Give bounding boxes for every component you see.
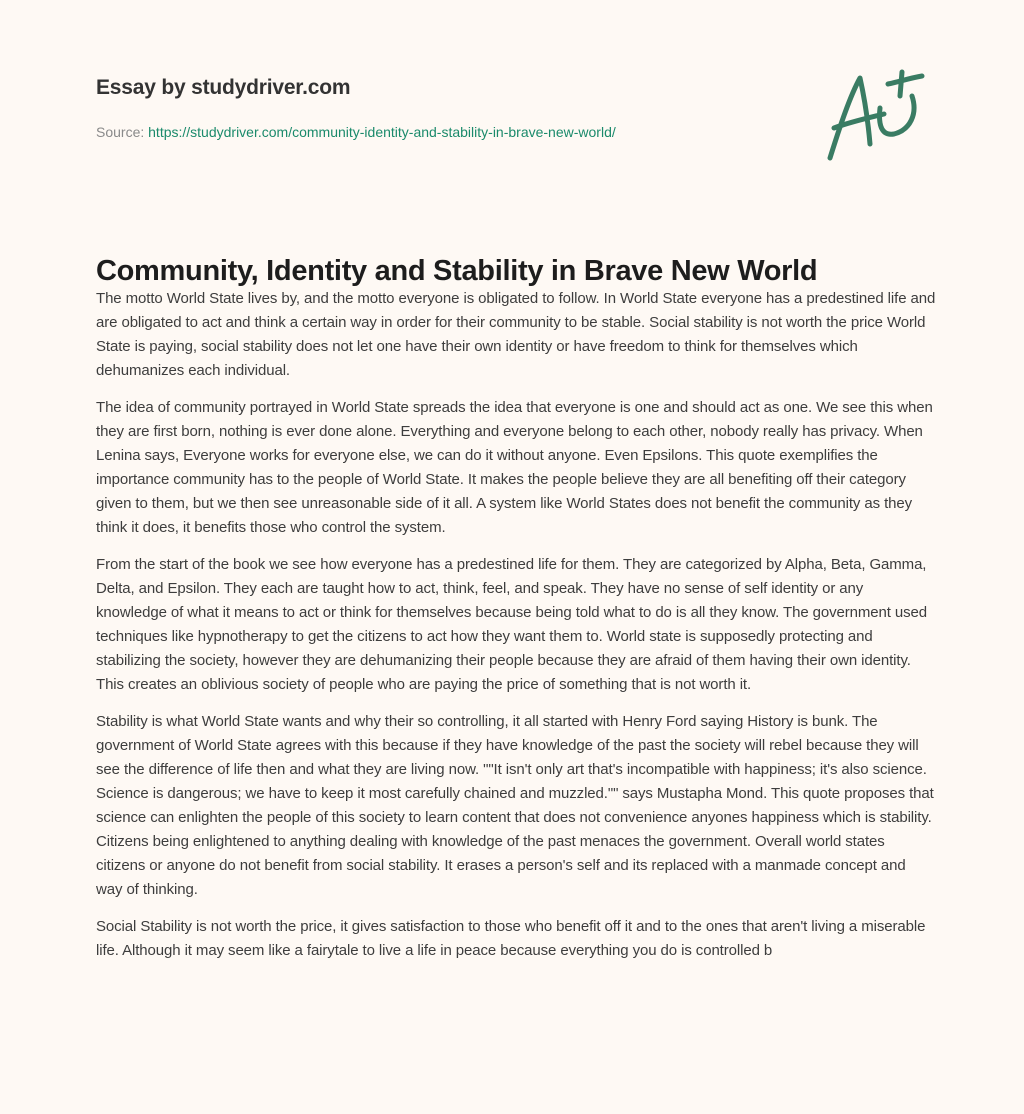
source-link[interactable]: https://studydriver.com/community-identity-and-stability-in-brave-new-world/: [148, 124, 616, 140]
site-title: Essay by studydriver.com: [96, 76, 351, 99]
paragraph: The idea of community portrayed in World State spreads the idea that everyone is one and should act as one. We see this when they are first born, nothing is ever done alone. Everything and everyone belong to each other, nobody really has privacy. When Lenina says, Everyone works for everyone else, we can do it without anyone. Even Epsilons. This quote exemplifies the importance community has to the people of World State. It makes the people believe they are all benefiting off their category given to them, but we then see unreasonable side of it all. A system like World States does not benefit the community as they think it does, it benefits those who control the system.: [96, 399, 933, 536]
a-plus-logo: [818, 66, 928, 166]
paragraph: The motto World State lives by, and the motto everyone is obligated to follow. In World State everyone has a predestined life and are obligated to act and think a certain way in order for their community to be stable. Social stability is not worth the price World State is paying, social stability does not let one have their own identity or have freedom to think for themselves which dehumanizes each individual.: [96, 290, 936, 379]
source-line: [96, 124, 616, 140]
source-label: Source:: [96, 124, 145, 140]
paragraph: From the start of the book we see how everyone has a predestined life for them. They are categorized by Alpha, Beta, Gamma, Delta, and Epsilon. They each are taught how to act, think, feel, and speak. They have no sense of self identity or any knowledge of what it means to act or think for themselves because being told what to do is all they know. The government used techniques like hypnotherapy to get the citizens to act how they want them to. World state is supposedly protecting and stabilizing the society, however they are dehumanizing their people because they are afraid of them having their own identity. This creates an oblivious society of people who are paying the price of something that is not worth it.: [96, 556, 928, 693]
essay-body: [96, 287, 936, 976]
paragraph: Stability is what World State wants and why their so controlling, it all started with Henry Ford saying History is bunk. The government of World State agrees with this because if they have knowledge of the past the society will rebel because they will see the difference of life then and what they are living now. ""It isn't only art that's incompatible with happiness; it's also science. Science is dangerous; we have to keep it most carefully chained and muzzled."" says Mustapha Mond. This quote proposes that science can enlighten the people of this society to learn content that does not convenience anyones happiness which is stability. Citizens being enlightened to anything dealing with knowledge of the past menaces the government. Overall world states citizens or anyone do not benefit from social stability. It erases a person's self and its replaced with a manmade concept and way of thinking.: [96, 713, 934, 898]
essay-title: Community, Identity and Stability in Brave New World: [96, 255, 818, 287]
paragraph: Social Stability is not worth the price, it gives satisfaction to those who benefit off it and to the ones that aren't living a miserable life. Although it may seem like a fairytale to live a life in peace because everything you do is controlled b: [96, 918, 926, 959]
